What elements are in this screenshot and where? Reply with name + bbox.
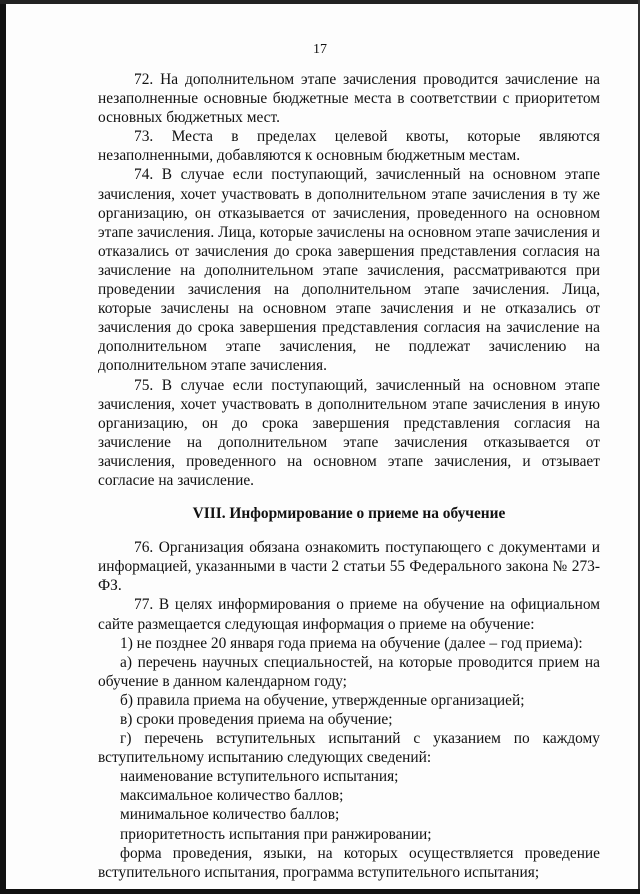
paragraph-73: 73. Места в пределах целевой квоты, которые являются незаполненными, добавляются к основным бюджетным местам. bbox=[98, 128, 600, 165]
list-item-1: 1) не позднее 20 января года приема на обучение (далее – год приема): bbox=[120, 634, 583, 652]
scan-edge-top bbox=[0, 0, 640, 4]
document-body bbox=[98, 70, 600, 882]
list-item-a: а) перечень научных специальностей, на которые проводится прием на обучение в данном календарном году; bbox=[98, 653, 600, 690]
paragraph-72: 72. На дополнительном этапе зачисления проводится зачисление на незаполненные основные бюджетные места в соответствии с приоритетом основных бюджетных мест. bbox=[98, 71, 600, 127]
paragraph-77: 77. В целях информирования о приеме на обучение на официальном сайте размещается следующая информация о приеме на обучение: bbox=[98, 596, 600, 633]
detail-item-priority: приоритетность испытания при ранжировании; bbox=[120, 825, 432, 843]
detail-item-max-score: максимальное количество баллов; bbox=[120, 787, 344, 805]
detail-item-name: наименование вступительного испытания; bbox=[120, 768, 399, 786]
scan-edge-bottom bbox=[0, 889, 640, 894]
detail-item-form: форма проведения, языки, на которых осуществляется проведение вступительного испытания, программа вступительного испытания; bbox=[98, 844, 600, 881]
page-number: 17 bbox=[313, 42, 327, 57]
list-item-v: в) сроки проведения приема на обучение; bbox=[120, 711, 393, 728]
list-item-g: г) перечень вступительных испытаний с указанием по каждому вступительному испытанию следующих сведений: bbox=[98, 730, 600, 767]
paragraph-75: 75. В случае если поступающий, зачисленный на основном этапе зачисления, хочет участвовать в дополнительном этапе зачисления в иную организацию, он до срока завершения представления согласия на зачисление на дополнительном этапе зачисления отказывается от зачисления, проведенного на основном этапе зачисления, и отзывает согласие на зачисление. bbox=[98, 376, 600, 489]
paragraph-74: 74. В случае если поступающий, зачисленный на основном этапе зачисления, хочет участвовать в дополнительном этапе зачисления в ту же организацию, он отказывается от зачисления, проведенного на основном этапе зачисления. Лица, которые зачислены на основном этапе зачисления и отказались от зачисления до срока завершения представления согласия на зачисление на дополнительном этапе зачисления, рассматриваются при проведении зачисления на дополнительном этапе зачисления. Лица, которые зачислены на основном этапе зачисления и не отказались от зачисления до срока завершения представления согласия на зачисление на дополнительном этапе зачисления, не подлежат зачислению на дополнительном этапе зачисления. bbox=[98, 166, 600, 375]
detail-item-min-score: минимальное количество баллов; bbox=[120, 806, 340, 824]
list-item-b: б) правила приема на обучение, утвержденные организацией; bbox=[120, 691, 525, 709]
paragraph-76: 76. Организация обязана ознакомить поступающего с документами и информацией, указанными в части 2 статьи 55 Федерального закона № 273-ФЗ. bbox=[98, 539, 600, 595]
section-heading: VIII. Информирование о приеме на обучение bbox=[192, 505, 506, 523]
scan-edge-left bbox=[0, 0, 6, 894]
